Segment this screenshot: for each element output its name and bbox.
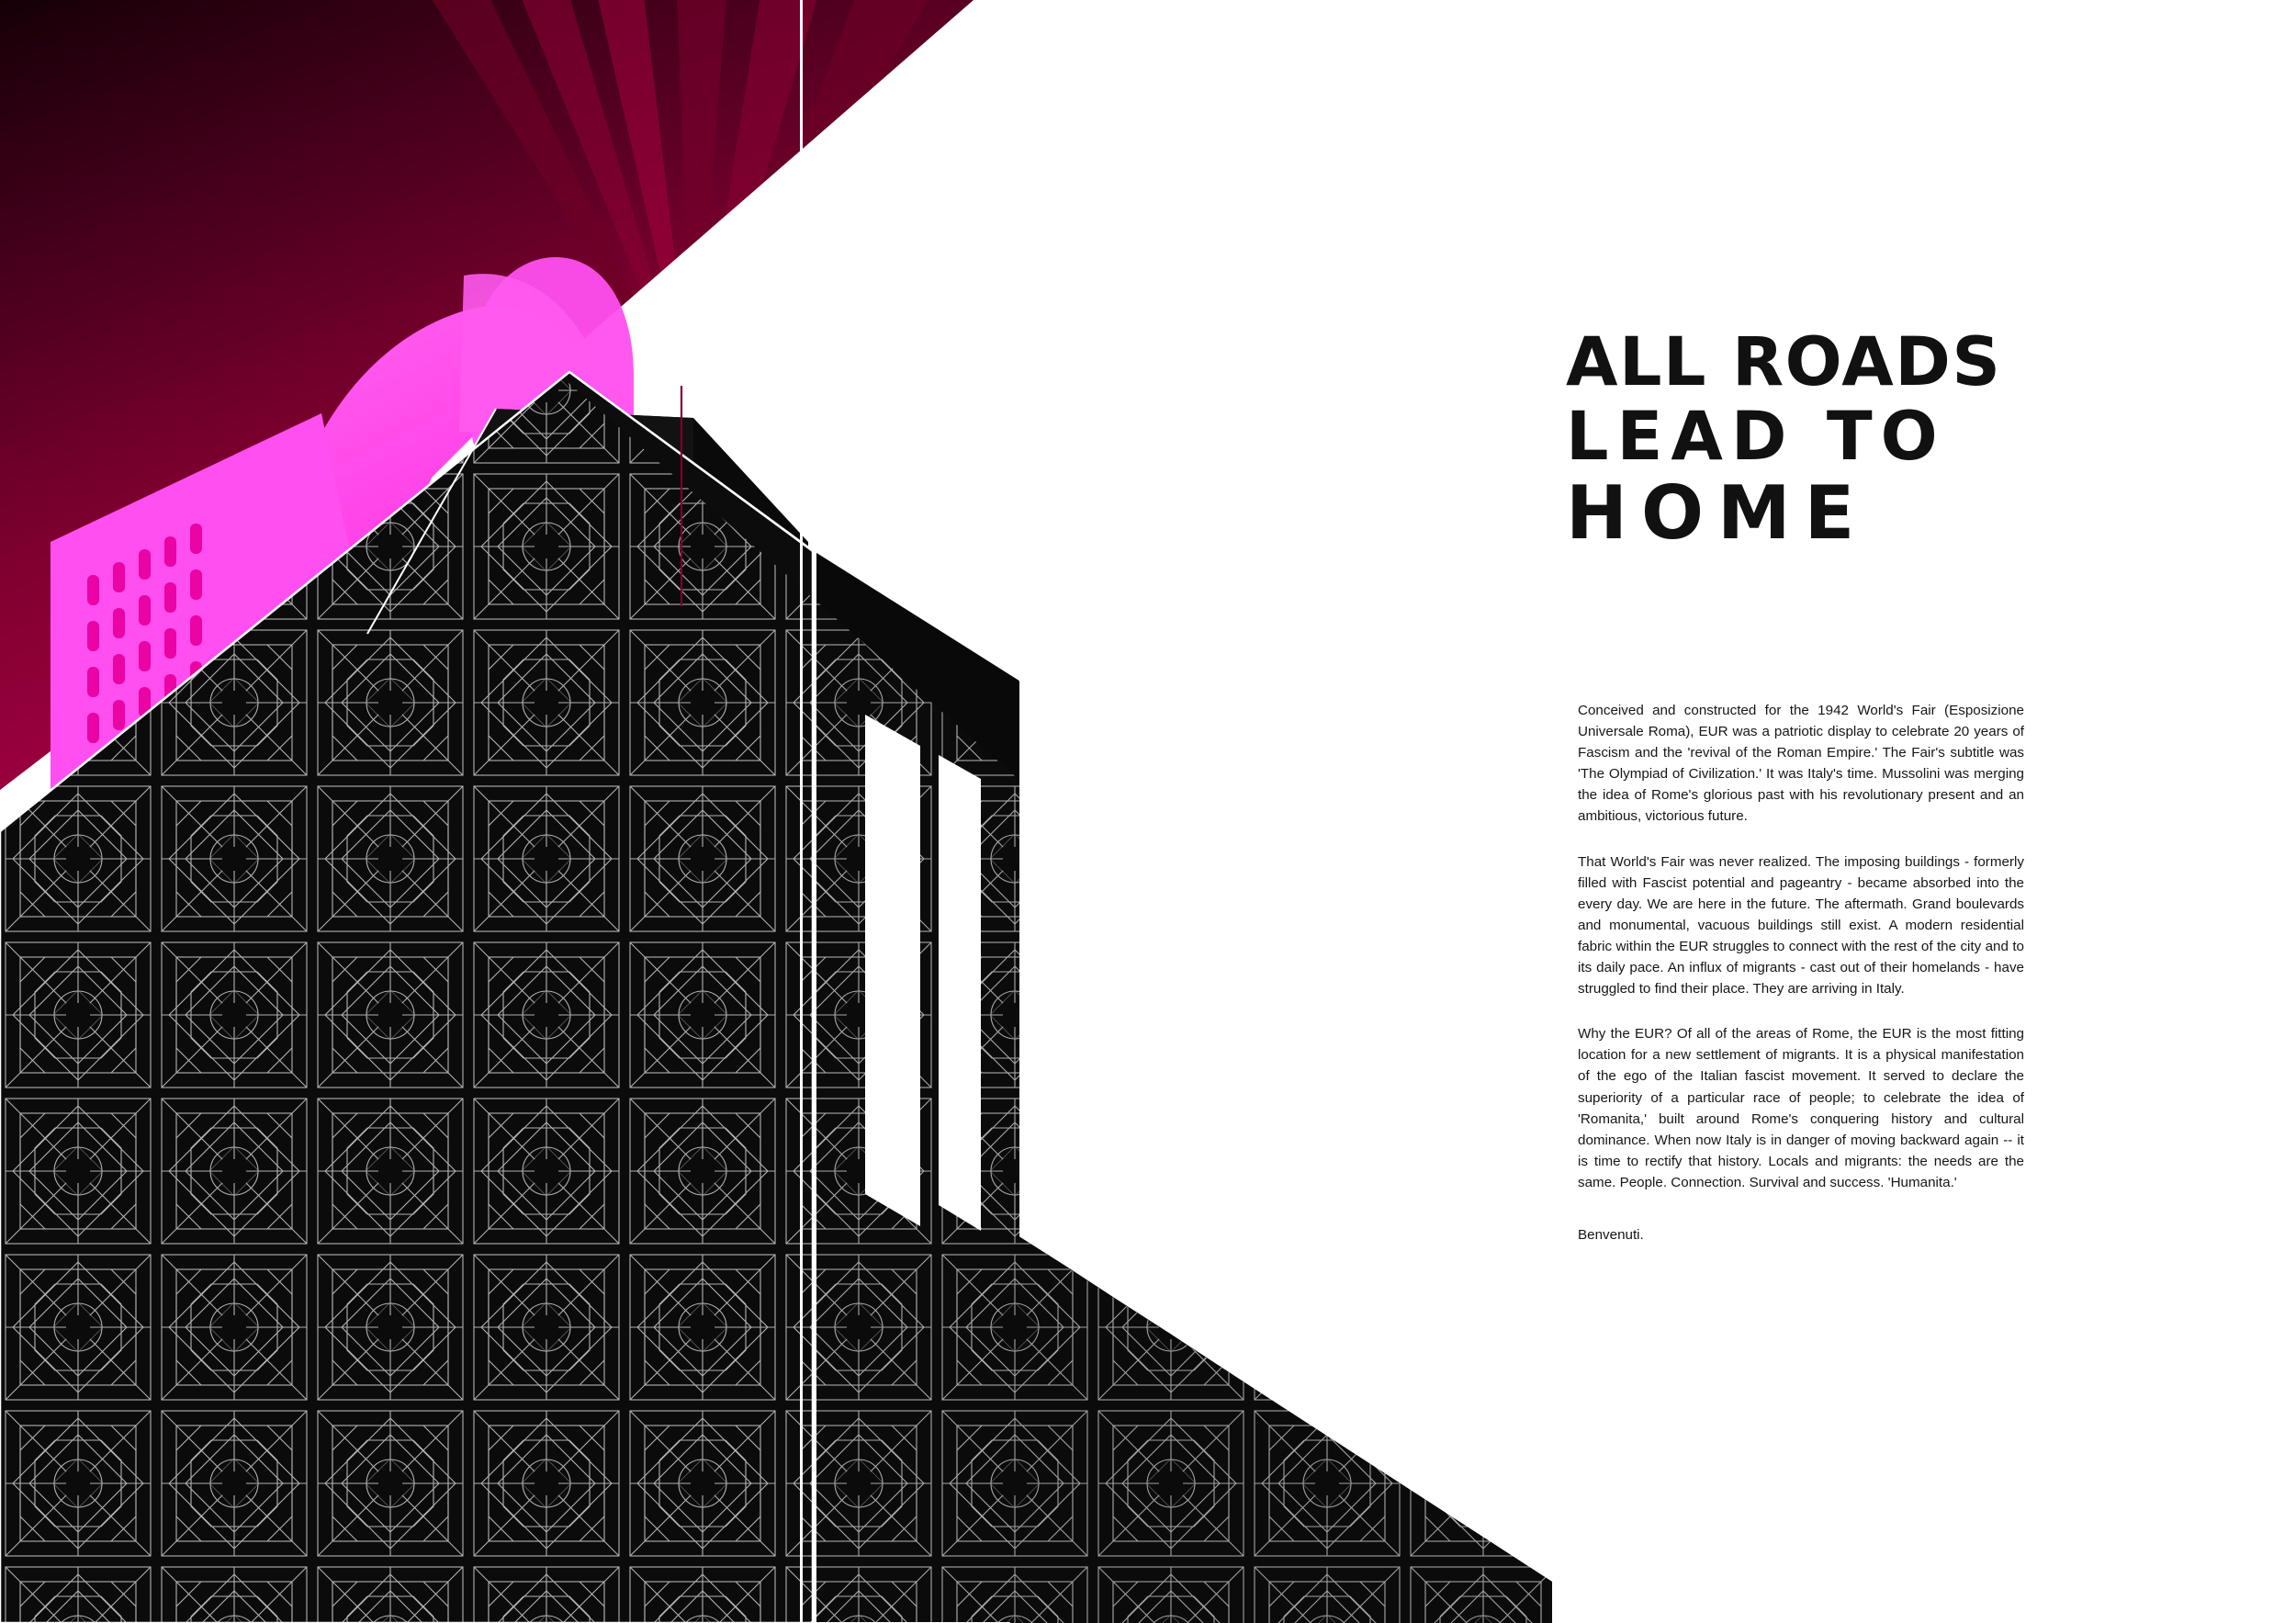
title-line-2: LEAD TO (1566, 398, 1946, 477)
body-paragraph-3: Why the EUR? Of all of the areas of Rome, the EUR is the most fitting location for a new settlement of migrants. It is a physical manifestation of the ego of the Italian fascist movement. It served to declare the superiority of a particular race of people; to celebrate the idea of 'Romanita,' built around Rome's conquering history and cultural dominance. When now Italy is in danger of moving backward again -- it is time to rectify that history. Locals and migrants: the needs are the same. People. Connection. Survival and success. 'Humanita.' (1578, 1026, 2024, 1190)
title-line-3: HOME (1566, 469, 1869, 556)
body-paragraph-1: Conceived and constructed for the 1942 World's Fair (Esposizione Universale Roma), EUR was a patriotic display to celebrate 20 years of Fascism and the 'revival of the Roman Empire.' The Fair's subtitle was 'The Olympiad of Civilization.' It was Italy's time. Mussolini was merging the idea of Rome's glorious past with his revolutionary present and an ambitious, victorious future. (1578, 703, 2024, 825)
body-paragraph-2: That World's Fair was never realized. The imposing buildings - formerly filled with Fascist potential and pageantry - became absorbed into the every day. We are here in the future. The aftermath. Grand boulevards and monumental, vacuous buildings still exist. A modern residential fabric within the EUR struggles to connect with the rest of the city and to its daily pace. An influx of migrants - cast out of their homelands - have struggled to find their place. They are arriving in Italy. (1578, 853, 2024, 997)
body-signoff: Benvenuti. (1578, 1226, 1644, 1243)
poster-title (1566, 323, 2053, 556)
stepped-plinth (1010, 1231, 1552, 1623)
title-line-1: ALL ROADS (1566, 323, 2002, 401)
poster-body-copy (1578, 700, 2024, 1259)
